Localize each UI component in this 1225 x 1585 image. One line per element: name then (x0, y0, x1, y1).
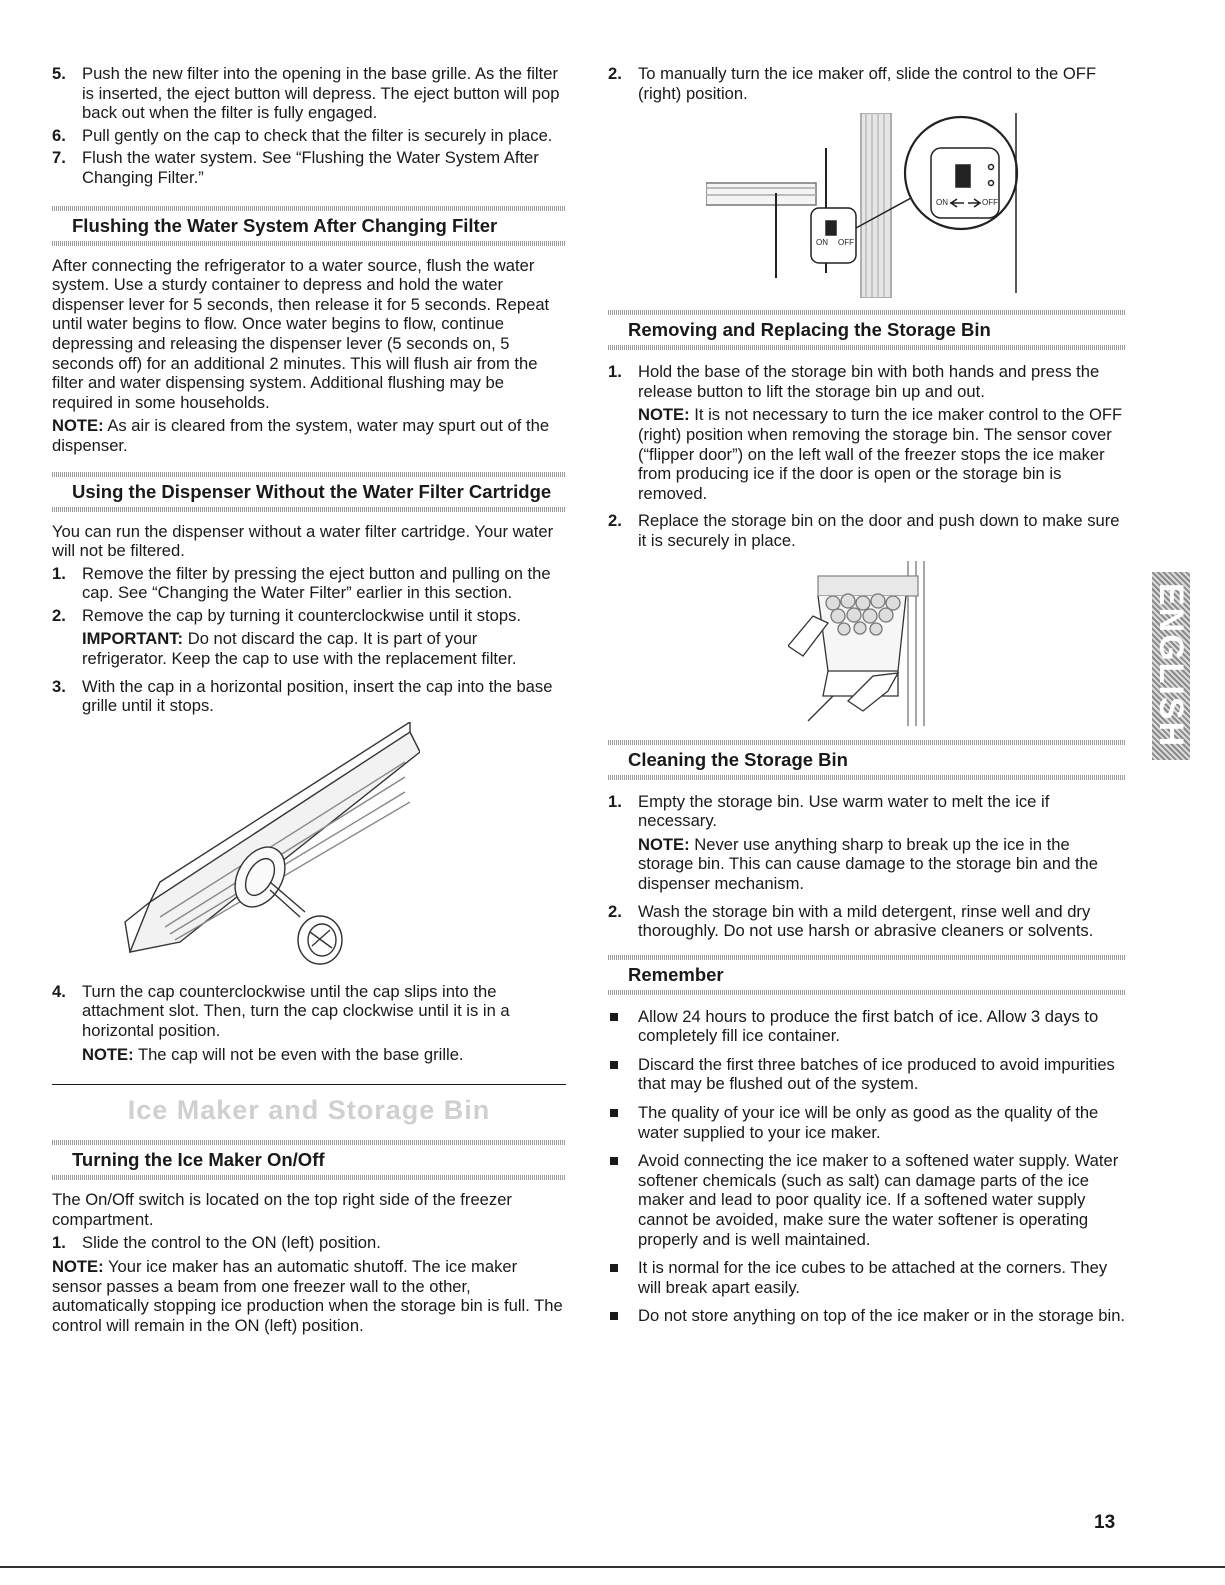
bullet-square-icon (608, 1151, 638, 1249)
intro-steps (52, 64, 566, 188)
section-heading: Using the Dispenser Without the Water Filter Cartridge (72, 480, 552, 502)
section-heading: Flushing the Water System After Changing Filter (72, 214, 498, 236)
filter-cap-illustration (120, 722, 420, 972)
list-item: 7. Flush the water system. See “Flushing the Water System After Changing Filter.” (52, 148, 539, 187)
ice-maker-switch-illustration (706, 113, 1036, 298)
switch-off-label-small: OFF (838, 238, 854, 248)
bullet-square-icon (608, 1055, 638, 1094)
list-item: 1. Slide the control to the ON (left) position. (52, 1233, 381, 1253)
right-column (608, 64, 1126, 1335)
list-item: 5. Push the new filter into the opening in the base grille. As the filter is inserted, the eject button will depress. The eject button will pop back out when the filter is fully engaged. (52, 64, 560, 123)
list-item: 1. Remove the filter by pressing the eject button and pulling on the cap. See “Changing the Water Filter” earlier in this section. (52, 563, 551, 603)
divider (52, 1175, 566, 1180)
divider (52, 507, 566, 512)
chapter-title: Ice Maker and Storage Bin (52, 1084, 566, 1132)
section-heading: Cleaning the Storage Bin (628, 748, 848, 770)
bullet-item: It is normal for the ice cubes to be attached at the corners. They will break apart easily. (608, 1258, 1126, 1297)
list-item: 3. With the cap in a horizontal position, insert the cap into the base grille until it stops. (52, 676, 553, 716)
page-bottom-border (0, 1566, 1225, 1568)
language-side-tab: ENGLISH (1152, 572, 1190, 760)
without-filter-section (52, 472, 566, 1065)
turning-section (52, 1140, 566, 1335)
switch-off-label: OFF (982, 198, 998, 208)
bullet-item: The quality of your ice will be only as good as the quality of the water supplied to your ice maker. (608, 1103, 1126, 1142)
list-item: 1. Empty the storage bin. Use warm water to melt the ice if necessary. (608, 791, 1050, 831)
divider (52, 241, 566, 246)
note: NOTE: As air is cleared from the system, water may spurt out of the dispenser. (52, 416, 550, 455)
note: NOTE: Never use anything sharp to break up the ice in the storage bin. This can cause damage to the storage bin and the dispenser mechanism. (638, 834, 1099, 893)
list-item: 2. Wash the storage bin with a mild detergent, rinse well and dry thoroughly. Do not use harsh or abrasive cleaners or solvents. (608, 901, 1094, 941)
bullet-square-icon (608, 1306, 638, 1326)
divider (608, 345, 1126, 350)
flushing-section (52, 206, 566, 456)
divider (608, 775, 1126, 780)
bullet-item: Discard the first three batches of ice produced to avoid impurities that may be flushed out of the system. (608, 1055, 1126, 1094)
bullet-item: Avoid connecting the ice maker to a softened water supply. Water softener chemicals (such as salt) can damage parts of the ice maker and lead to poor quality ice. If a softened water supply cannot be avoided, make sure the water softener is operating properly and is well maintained. (608, 1151, 1126, 1249)
bullet-list (608, 1007, 1126, 1326)
switch-on-label-small: ON (816, 238, 828, 248)
list-item: 2. To manually turn the ice maker off, slide the control to the OFF (right) position. (608, 64, 1097, 103)
page-number: 13 (1094, 1512, 1116, 1533)
bullet-square-icon (608, 1103, 638, 1142)
list-item: 2. Replace the storage bin on the door and push down to make sure it is securely in place. (608, 511, 1120, 550)
left-column (52, 64, 566, 1335)
note: NOTE: The cap will not be even with the base grille. (82, 1044, 464, 1064)
divider (608, 990, 1126, 995)
section-heading: Turning the Ice Maker On/Off (72, 1149, 325, 1171)
switch-on-label: ON (936, 198, 948, 208)
bullet-square-icon (608, 1258, 638, 1297)
list-item: 4. Turn the cap counterclockwise until the cap slips into the attachment slot. Then, turn the cap clockwise until it is in a horizontal position. (52, 981, 510, 1041)
paragraph: The On/Off switch is located on the top right side of the freezer compartment. (52, 1190, 512, 1229)
bullet-square-icon (608, 1007, 638, 1046)
paragraph: You can run the dispenser without a water filter cartridge. Your water will not be filtered. (52, 521, 554, 561)
section-heading: Remember (628, 963, 724, 985)
important-note: IMPORTANT: Do not discard the cap. It is part of your refrigerator. Keep the cap to use with the replacement filter. (82, 629, 517, 669)
note: NOTE: It is not necessary to turn the ice maker control to the OFF (right) position when removing the storage bin. The sensor cover (“flipper door”) on the left wall of the freezer stops the ice maker from producing ice if the door is open or the storage bin is removed. (638, 405, 1123, 503)
cleaning-section (608, 740, 1126, 941)
bullet-item: Do not store anything on top of the ice maker or in the storage bin. (608, 1306, 1126, 1326)
list-item: 2. Remove the cap by turning it counterclockwise until it stops. (52, 605, 522, 625)
remember-section (608, 955, 1126, 1326)
bullet-item: Allow 24 hours to produce the first batch of ice. Allow 3 days to completely fill ice container. (608, 1007, 1126, 1046)
note: NOTE: Your ice maker has an automatic shutoff. The ice maker sensor passes a beam from one freezer wall to the other, automatically stopping ice production when the storage bin is full. The control will remain in the ON (left) position. (52, 1257, 563, 1335)
section-heading: Removing and Replacing the Storage Bin (628, 319, 991, 341)
storage-bin-illustration (788, 561, 958, 726)
list-item: 1. Hold the base of the storage bin with both hands and press the release button to lift the storage bin up and out. (608, 362, 1100, 401)
paragraph: After connecting the refrigerator to a water source, flush the water system. Use a sturdy container to depress and hold the water dispenser lever for 5 seconds, then release it for 5 seconds. Repeat until water begins to flow. Once water begins to flow, continue depressing and releasing the dispenser lever (5 seconds on, 5 seconds off) for an additional 2 minutes. This will flush air from the filter and water dispensing system. Additional flushing may be required in some households. (52, 255, 550, 412)
removing-section (608, 310, 1126, 725)
list-item: 6. Pull gently on the cap to check that the filter is securely in place. (52, 125, 553, 145)
